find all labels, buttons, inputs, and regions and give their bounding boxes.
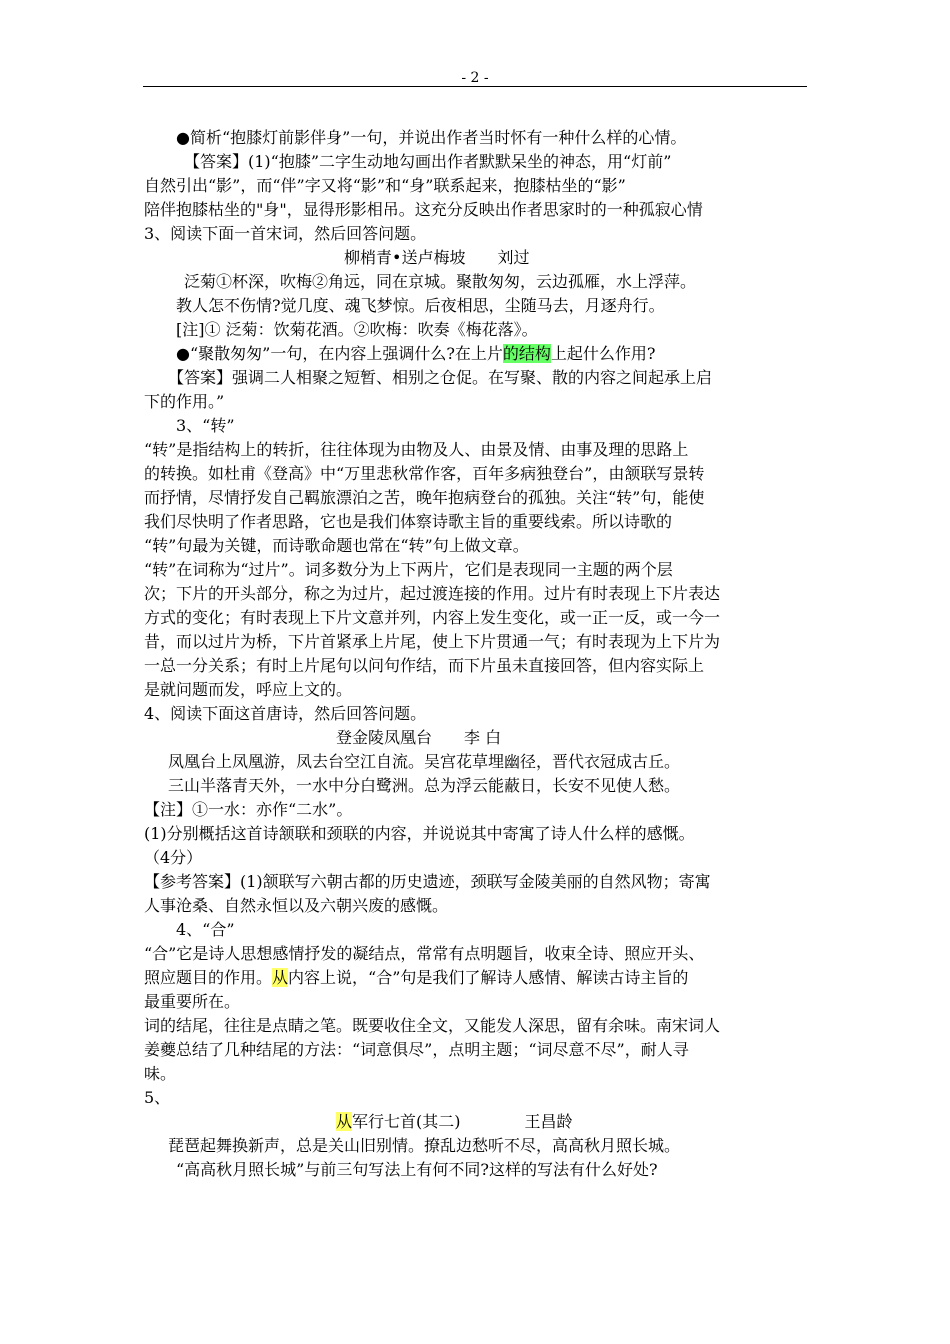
paragraph-line: 次；下片的开头部分，称之为过片，起过渡连接的作用。过片有时表现上下片表达	[144, 584, 721, 603]
question-line: ●“聚散匆匆”一句，在内容上强调什么?在上片的结构上起什么作用?	[176, 344, 656, 363]
section-heading: 3、“转”	[176, 416, 235, 435]
paragraph-line: “转”在词称为“过片”。词多数分为上下两片，它们是表现同一主题的两个层	[144, 560, 673, 579]
section-heading: 3、阅读下面一首宋词，然后回答问题。	[144, 224, 427, 243]
question-line: (1)分别概括这首诗颔联和颈联的内容，并说说其中寄寓了诗人什么样的感慨。	[144, 824, 695, 843]
paragraph-line: 最重要所在。	[144, 992, 241, 1011]
question-line: （4分）	[144, 848, 203, 867]
section-heading: 5、	[144, 1088, 171, 1107]
question-line: “高高秋月照长城”与前三句写法上有何不同?这样的写法有什么好处?	[176, 1160, 658, 1179]
section-heading: 4、阅读下面这首唐诗，然后回答问题。	[144, 704, 427, 723]
paragraph-line: 词的结尾，往往是点睛之笔。既要收住全文，又能发人深思，留有余味。南宋词人	[144, 1016, 721, 1035]
page-number: - 2 -	[461, 70, 489, 86]
paragraph-line: 方式的变化；有时表现上下片文意并列，内容上发生变化，或一正一反，或一今一	[144, 608, 721, 627]
note-line: 【注】①一水：亦作“二水”。	[144, 800, 353, 819]
poem-line: 教人怎不伤情?觉几度、魂飞梦惊。后夜相思，尘随马去，月逐舟行。	[176, 296, 665, 315]
answer-line: 【答案】(1)“抱膝”二字生动地勾画出作者默默呆坐的神态，用“灯前”	[184, 152, 672, 171]
paragraph-line: 是就问题而发，呼应上文的。	[144, 680, 353, 699]
question-line: ●简析“抱膝灯前影伴身”一句，并说出作者当时怀有一种什么样的心情。	[176, 128, 687, 147]
answer-line: 自然引出“影”，而“伴”字又将“影”和“身”联系起来，抱膝枯坐的“影”	[144, 176, 626, 195]
paragraph-line: “转”是指结构上的转折，往往体现为由物及人、由景及情、由事及理的思路上	[144, 440, 689, 459]
answer-line: 【答案】强调二人相聚之短暂、相别之仓促。在写聚、散的内容之间起承上启	[168, 368, 713, 387]
paragraph-line: “转”句最为关键，而诗歌命题也常在“转”句上做文章。	[144, 536, 529, 555]
poem-title: 柳梢青•送卢梅坡 刘过	[344, 248, 530, 267]
paragraph-line: 照应题目的作用。从内容上说，“合”句是我们了解诗人感情、解读古诗主旨的	[144, 968, 689, 987]
highlight-yellow: 从	[272, 968, 289, 987]
document-body	[144, 126, 808, 1182]
paragraph-line: 味。	[144, 1064, 177, 1083]
poem-title: 从军行七首(其二) 王昌龄	[336, 1112, 573, 1131]
answer-line: 陪伴抱膝枯坐的"身"，显得形影相吊。这充分反映出作者思家时的一种孤寂心情	[144, 200, 703, 219]
answer-line: 【参考答案】(1)颔联写六朝古都的历史遗迹，颈联写金陵美丽的自然风物；寄寓	[144, 872, 711, 891]
paragraph-line: 昔，而以过片为桥，下片首紧承上片尾，使上下片贯通一气；有时表现为上下片为	[144, 632, 721, 651]
paragraph-line: 姜夔总结了几种结尾的方法：“词意俱尽”，点明主题；“词尽意不尽”，耐人寻	[144, 1040, 689, 1059]
header-rule	[143, 86, 807, 87]
paragraph-line: “合”它是诗人思想感情抒发的凝结点，常常有点明题旨，收束全诗、照应开头、	[144, 944, 705, 963]
answer-line: 下的作用。”	[144, 392, 225, 411]
paragraph-line: 而抒情，尽情抒发自己羁旅漂泊之苦，晚年抱病登台的孤独。关注“转”句，能使	[144, 488, 705, 507]
paragraph-line: 我们尽快明了作者思路，它也是我们体察诗歌主旨的重要线索。所以诗歌的	[144, 512, 673, 531]
poem-line: 三山半落青天外，一水中分白鹭洲。总为浮云能蔽日，长安不见使人愁。	[168, 776, 681, 795]
paragraph-line: 一总一分关系；有时上片尾句以问句作结，而下片虽未直接回答，但内容实际上	[144, 656, 705, 675]
poem-line: 凤凰台上凤凰游，凤去台空江自流。吴宫花草埋幽径，晋代衣冠成古丘。	[168, 752, 681, 771]
poem-line: 琵琶起舞换新声，总是关山旧别情。撩乱边愁听不尽，高高秋月照长城。	[168, 1136, 681, 1155]
highlight-green: 的结构	[502, 344, 551, 363]
paragraph-line: 的转换。如杜甫《登高》中“万里悲秋常作客，百年多病独登台”，由颔联写景转	[144, 464, 705, 483]
section-heading: 4、“合”	[176, 920, 235, 939]
poem-title: 登金陵凤凰台 李 白	[336, 728, 502, 747]
note-line: [注]① 泛菊：饮菊花酒。②吹梅：吹奏《梅花落》。	[176, 320, 538, 339]
highlight-yellow: 从	[336, 1112, 353, 1131]
poem-line: 泛菊①杯深，吹梅②角远，同在京城。聚散匆匆，云边孤雁，水上浮萍。	[184, 272, 697, 291]
answer-line: 人事沧桑、自然永恒以及六朝兴废的感慨。	[144, 896, 449, 915]
